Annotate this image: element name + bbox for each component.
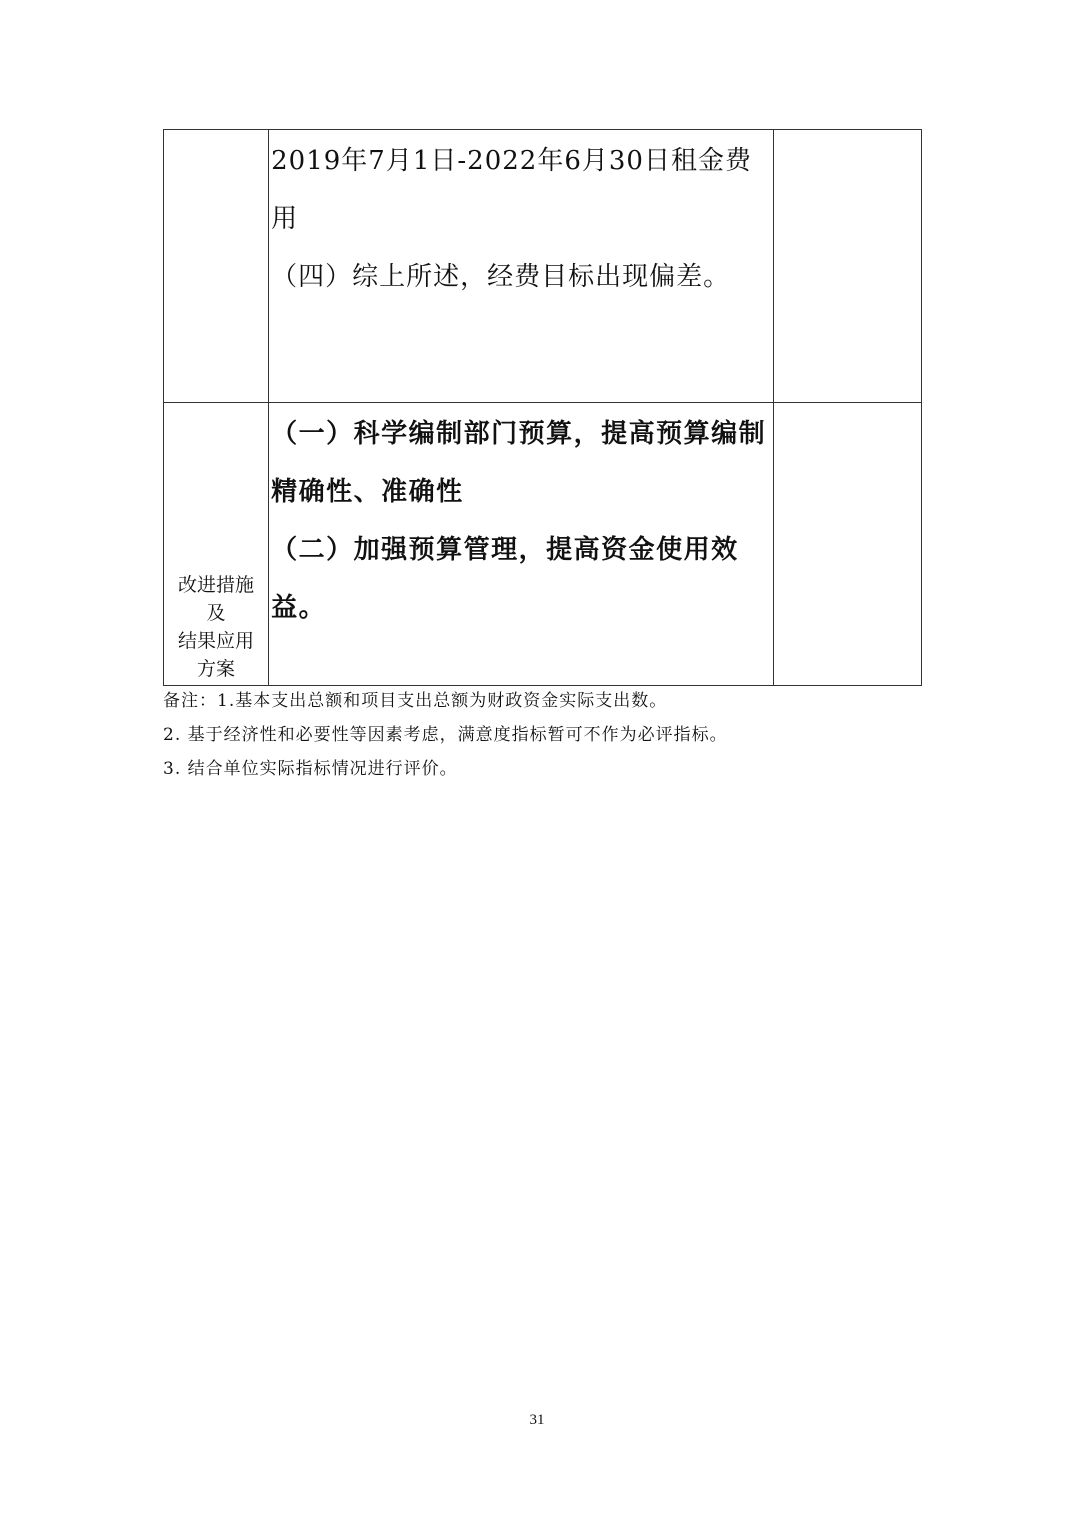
note-line: 备注：1.基本支出总额和项目支出总额为财政资金实际支出数。	[163, 691, 668, 711]
label-line: 及	[206, 602, 226, 624]
evaluation-table	[163, 129, 922, 686]
label-line: 方案	[197, 658, 236, 680]
row-content-cell	[269, 130, 774, 403]
notes-section	[163, 684, 963, 786]
row-label-cell	[164, 130, 269, 403]
content-paragraph: 2019年7月1日-2022年6月30日租金费用	[271, 146, 752, 234]
content-paragraph: （四）综上所述，经费目标出现偏差。	[271, 262, 731, 292]
content-paragraph: （二）加强预算管理，提高资金使用效益。	[271, 535, 739, 623]
row-label-cell	[164, 403, 269, 686]
table-row	[164, 130, 922, 403]
label-line: 改进措施	[178, 574, 255, 596]
content-paragraph: （一）科学编制部门预算，提高预算编制精确性、准确性	[271, 419, 767, 507]
row-content-cell	[269, 403, 774, 686]
label-line: 结果应用	[178, 630, 255, 652]
row-extra-cell	[773, 403, 921, 686]
table-row	[164, 403, 922, 686]
page-number: 31	[529, 1412, 545, 1428]
note-line: 2. 基于经济性和必要性等因素考虑，满意度指标暂可不作为必评指标。	[163, 725, 728, 745]
note-line: 3. 结合单位实际指标情况进行评价。	[163, 759, 458, 779]
row-extra-cell	[773, 130, 921, 403]
